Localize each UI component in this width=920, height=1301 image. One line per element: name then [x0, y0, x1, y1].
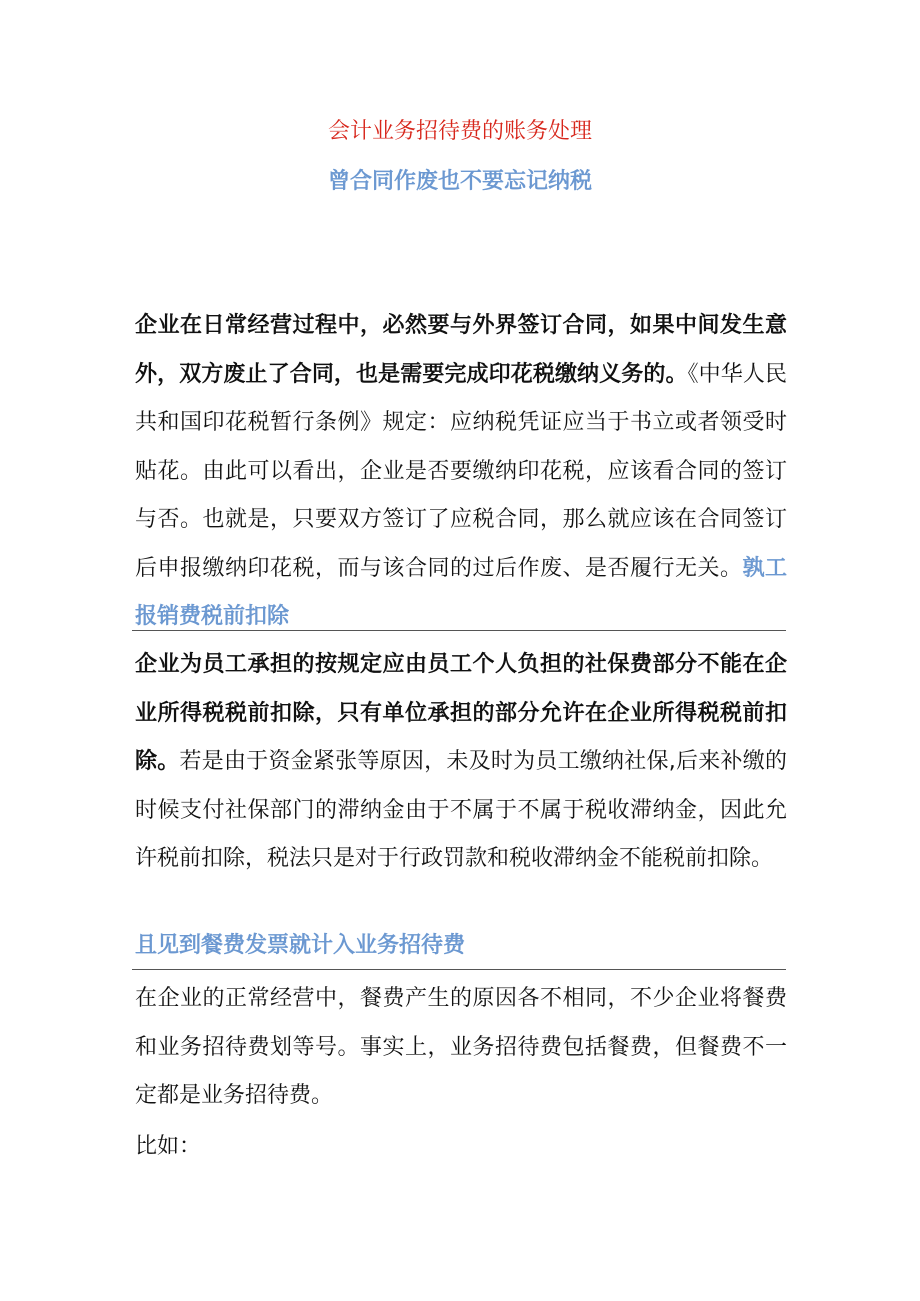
paragraph-body: 《中华人民共和国印花税暂行条例》规定：应纳税凭证应当于书立或者领受时贴花。由此可以看出，企业是否要缴纳印花税，应该看合同的签订与否。也就是，只要双方签订了应税合同，那么就应该在合同签订后申报缴纳印花税，而与该合同的过后作废、是否履行无关。 — [135, 361, 787, 581]
paragraph-example-lead: 比如： — [135, 1134, 202, 1159]
paragraph-bold-lead: 企业在日常经营过程中，必然要与外界签订合同，如果中间发生意外，双方废止了合同，也是需要完成印花税缴纳义务的。 — [135, 313, 787, 387]
paragraph-contract-stamp-tax — [135, 302, 787, 642]
paragraph-body: 若是由于资金紧张等原因，未及时为员工缴纳社保,后来补缴的时候支付社保部门的滞纳金由于不属于不属于税收滞纳金，因此允许税前扣除，税法只是对于行政罚款和税收滞纳金不能税前扣除。 — [135, 749, 787, 871]
paragraph-bold-lead: 企业为员工承担的按规定应由员工个人负担的社保费部分不能在企业所得税税前扣除，只有单位承担的部分允许在企业所得税税前扣除。 — [135, 652, 787, 774]
section-divider — [132, 630, 786, 631]
section-divider — [132, 969, 786, 970]
document-title: 会计业务招待费的账务处理 — [327, 119, 592, 144]
section-heading-expense-deduction: 孰工报销费税前扣除 — [135, 555, 787, 629]
paragraph-social-insurance — [135, 641, 787, 884]
paragraph-meal-expenses: 在企业的正常经营中，餐费产生的原因各不相同，不少企业将餐费和业务招待费划等号。事实上，业务招待费包括餐费，但餐费不一定都是业务招待费。 — [135, 986, 787, 1108]
section-heading-meal-invoice: 且见到餐费发票就计入业务招待费 — [135, 933, 466, 958]
document-subtitle: 曾合同作废也不要忘记纳税 — [327, 169, 592, 194]
